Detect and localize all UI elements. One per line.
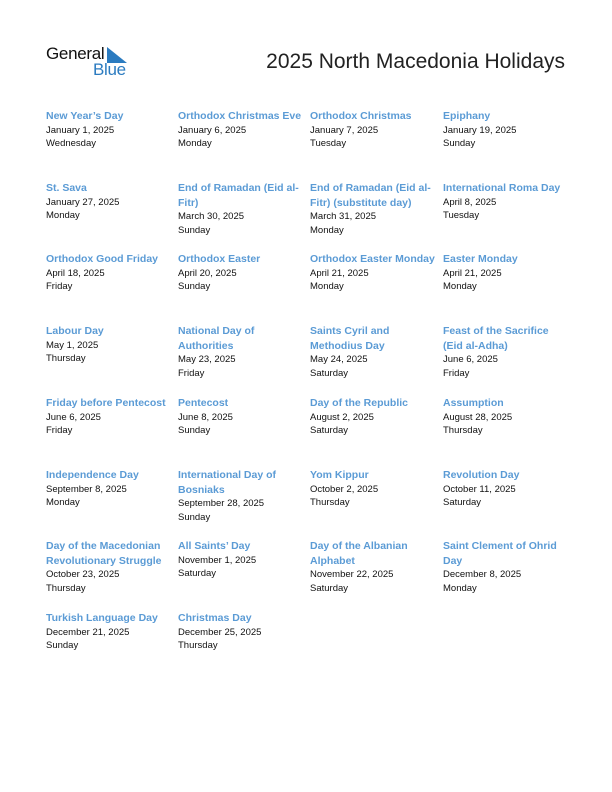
- holiday-weekday: Friday: [443, 367, 470, 379]
- holiday-name: Feast of the Sacrifice (Eid al-Adha): [443, 325, 549, 352]
- holiday-weekday: Sunday: [178, 511, 211, 523]
- holiday-name: Day of the Republic: [310, 397, 409, 409]
- page-title: 2025 North Macedonia Holidays: [266, 50, 565, 73]
- holiday-weekday: Thursday: [178, 640, 218, 652]
- holiday-date: January 19, 2025: [443, 124, 517, 136]
- holiday-entry: [178, 252, 306, 294]
- holiday-weekday: Monday: [310, 281, 344, 293]
- holiday-entry: [178, 539, 306, 581]
- holiday-name: Yom Kippur: [310, 469, 369, 481]
- holiday-name: Orthodox Good Friday: [46, 253, 158, 265]
- holiday-entry: [46, 396, 174, 438]
- holiday-weekday: Sunday: [46, 640, 79, 652]
- holiday-entry: [443, 468, 571, 510]
- holiday-date: January 6, 2025: [178, 124, 247, 136]
- holiday-entry: [46, 324, 174, 366]
- holiday-date: June 6, 2025: [443, 354, 498, 365]
- holiday-entry: [178, 324, 306, 380]
- holiday-date: April 8, 2025: [443, 196, 497, 208]
- holiday-date: October 2, 2025: [310, 483, 379, 495]
- holiday-name: International Roma Day: [443, 182, 561, 194]
- holiday-weekday: Monday: [178, 138, 212, 150]
- holiday-weekday: Monday: [46, 497, 80, 509]
- holiday-name: National Day of Authorities: [178, 325, 255, 352]
- holiday-name: Day of the Macedonian Revolutionary Struggle: [46, 540, 162, 567]
- holiday-weekday: Monday: [46, 210, 80, 222]
- holiday-name: Easter Monday: [443, 253, 518, 265]
- holiday-entry: [46, 539, 174, 595]
- holiday-weekday: Saturday: [310, 582, 349, 594]
- holiday-entry: [178, 181, 306, 237]
- holiday-date: December 8, 2025: [443, 569, 522, 580]
- holiday-date: May 23, 2025: [178, 354, 236, 365]
- logo-word-blue: Blue: [93, 60, 126, 79]
- holiday-name: Saints Cyril and Methodius Day: [310, 325, 390, 352]
- holiday-entry: [310, 252, 438, 294]
- holiday-date: April 20, 2025: [178, 267, 237, 279]
- holiday-name: Pentecost: [178, 397, 229, 409]
- holiday-entry: [178, 109, 306, 151]
- holiday-weekday: Tuesday: [443, 210, 480, 222]
- holiday-date: September 8, 2025: [46, 483, 127, 495]
- holiday-weekday: Saturday: [178, 568, 217, 580]
- holiday-entry: [443, 396, 571, 438]
- holiday-date: April 21, 2025: [310, 267, 369, 279]
- holiday-weekday: Sunday: [443, 138, 476, 150]
- holiday-name: End of Ramadan (Eid al-Fitr): [178, 182, 299, 209]
- holiday-entry: [46, 611, 174, 653]
- holiday-date: December 21, 2025: [46, 626, 130, 638]
- holiday-name: Epiphany: [443, 110, 491, 122]
- holiday-name: Orthodox Easter Monday: [310, 253, 435, 265]
- holiday-weekday: Saturday: [310, 425, 349, 437]
- holiday-date: November 22, 2025: [310, 569, 394, 580]
- holiday-name: Turkish Language Day: [46, 612, 158, 624]
- holiday-entry: [178, 468, 306, 524]
- holiday-entry: [310, 396, 438, 438]
- holiday-weekday: Monday: [443, 582, 477, 594]
- holiday-weekday: Sunday: [178, 224, 211, 236]
- holiday-weekday: Sunday: [178, 281, 211, 293]
- holiday-weekday: Saturday: [310, 367, 349, 379]
- holiday-name: Christmas Day: [178, 612, 252, 624]
- holiday-weekday: Friday: [178, 367, 205, 379]
- holiday-name: Revolution Day: [443, 469, 520, 481]
- holiday-name: Day of the Albanian Alphabet: [310, 540, 408, 567]
- holiday-entry: [178, 611, 306, 653]
- holiday-date: June 6, 2025: [46, 411, 101, 423]
- holiday-weekday: Friday: [46, 425, 73, 437]
- holiday-name: New Year’s Day: [46, 110, 124, 122]
- holiday-date: August 2, 2025: [310, 411, 374, 423]
- holiday-entry: [310, 468, 438, 510]
- holiday-date: October 23, 2025: [46, 569, 120, 580]
- holiday-entry: [310, 539, 438, 595]
- holiday-date: April 18, 2025: [46, 267, 105, 279]
- holiday-date: May 24, 2025: [310, 354, 368, 365]
- holiday-weekday: Wednesday: [46, 138, 96, 150]
- holiday-entry: [443, 324, 571, 380]
- holiday-date: January 27, 2025: [46, 196, 120, 208]
- holiday-date: August 28, 2025: [443, 411, 513, 423]
- holiday-date: November 1, 2025: [178, 554, 257, 566]
- holiday-weekday: Tuesday: [310, 138, 347, 150]
- holiday-name: Orthodox Christmas: [310, 110, 412, 122]
- holiday-weekday: Friday: [46, 281, 73, 293]
- holiday-date: December 25, 2025: [178, 626, 262, 638]
- holiday-name: Orthodox Christmas Eve: [178, 110, 302, 122]
- holiday-date: October 11, 2025: [443, 483, 516, 495]
- holiday-entry: [46, 468, 174, 510]
- holiday-weekday: Thursday: [310, 497, 350, 509]
- logo: [46, 44, 136, 80]
- holiday-weekday: Thursday: [46, 582, 86, 594]
- holiday-date: March 30, 2025: [178, 211, 245, 222]
- holiday-entry: [178, 396, 306, 438]
- holiday-date: May 1, 2025: [46, 339, 99, 351]
- holiday-name: All Saints’ Day: [178, 540, 251, 552]
- holiday-name: Friday before Pentecost: [46, 397, 166, 409]
- holiday-weekday: Thursday: [46, 353, 86, 365]
- holiday-name: St. Sava: [46, 182, 87, 194]
- holiday-date: March 31, 2025: [310, 211, 377, 222]
- holiday-entry: [443, 181, 571, 223]
- holiday-name: Orthodox Easter: [178, 253, 261, 265]
- logo-word-general: General: [46, 44, 105, 63]
- holiday-name: International Day of Bosniaks: [178, 469, 277, 496]
- holiday-entry: [443, 252, 571, 294]
- holiday-weekday: Monday: [443, 281, 477, 293]
- holiday-weekday: Monday: [310, 224, 344, 236]
- holiday-entry: [46, 181, 174, 223]
- holiday-entry: [310, 324, 438, 380]
- holiday-entry: [443, 109, 571, 151]
- holiday-entry: [46, 109, 174, 151]
- holiday-entry: [310, 109, 438, 151]
- holiday-date: January 1, 2025: [46, 124, 115, 136]
- holiday-name: Saint Clement of Ohrid Day: [443, 540, 557, 567]
- holiday-name: Labour Day: [46, 325, 104, 337]
- holiday-weekday: Sunday: [178, 425, 211, 437]
- holiday-entry: [443, 539, 571, 595]
- holiday-name: Independence Day: [46, 469, 139, 481]
- holiday-entry: [310, 181, 438, 237]
- holiday-entry: [46, 252, 174, 294]
- holiday-weekday: Thursday: [443, 425, 483, 437]
- holiday-weekday: Saturday: [443, 497, 482, 509]
- holiday-date: April 21, 2025: [443, 267, 502, 279]
- holiday-name: Assumption: [443, 397, 504, 409]
- holiday-date: September 28, 2025: [178, 498, 265, 509]
- holiday-name: End of Ramadan (Eid al-Fitr) (substitute day): [310, 182, 431, 209]
- holiday-date: June 8, 2025: [178, 411, 233, 423]
- holiday-date: January 7, 2025: [310, 124, 379, 136]
